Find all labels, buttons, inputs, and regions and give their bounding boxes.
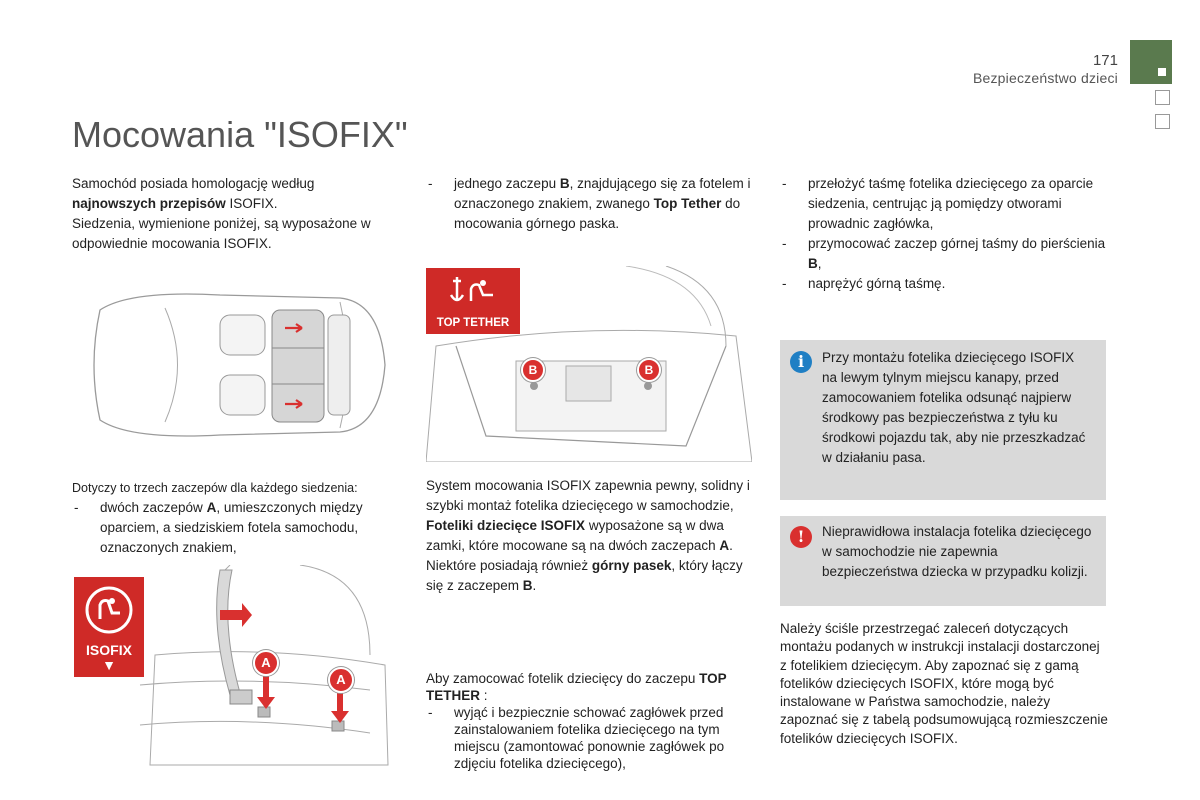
isofix-label: ISOFIX ▼	[74, 577, 144, 677]
child-seat-icon	[84, 585, 134, 635]
marker-a: A	[253, 650, 279, 676]
intro-text: Samochód posiada homologację według najnowszych przepisów ISOFIX. Siedzenia, wymienione poniżej, są wyposażone w odpowiednie mocowania ISOFIX.	[72, 176, 371, 251]
page-title: Mocowania "ISOFIX"	[72, 114, 408, 155]
top-tether-text: - jednego zaczepu B, znajdującego się za fotelem i oznaczonego znakiem, zwanego Top Tether do mocowania górnego paska.	[426, 174, 756, 234]
page-number: 171	[1092, 52, 1118, 69]
step-item: - przymocować zaczep górnej taśmy do pierścienia B,	[780, 234, 1110, 274]
anchors-text: Dotyczy to trzech zaczepów dla każdego siedzenia: - dwóch zaczepów A, umieszczonych między oparciem, a siedziskiem fotela samochodu, oznaczonych znakiem,	[72, 478, 412, 558]
marker-b: B	[637, 358, 661, 382]
chapter-marker-empty	[1155, 114, 1170, 129]
info-icon: i	[790, 351, 812, 373]
trunk-illustration	[426, 266, 752, 462]
top-tether-label: TOP TETHER	[426, 268, 520, 334]
step-item: - przełożyć taśmę fotelika dziecięcego za oparcie siedzenia, centrując ją pomiędzy otworami prowadnic zagłówka,	[780, 174, 1110, 234]
chapter-tab	[1130, 40, 1172, 84]
tether-steps-list	[780, 174, 1110, 294]
final-instructions-text: Należy ściśle przestrzegać zaleceń dotyczących montażu podanych w instrukcji instalacji dostarczonej z fotelikiem dziecięcym. Aby zapoznać się z gamą fotelików dziecięcych ISOFIX, które mogą być instalowane w Państwa samochodzie, należy zapoznać się z tabelą podsumowującą rozmieszczenie fotelików dziecięcych ISOFIX.	[780, 621, 1108, 746]
info-note-box	[780, 340, 1106, 500]
isofix-system-text: System mocowania ISOFIX zapewnia pewny, solidny i szybki montaż fotelika dziecięcego w samochodzie, Foteliki dziecięce ISOFIX wyposażone są w dwa zamki, które mocowane są na dwóch zaczepach A. Niektóre posiadają również górny pasek, który łączy się z zaczepem B.	[426, 478, 750, 593]
warning-note-box	[780, 516, 1106, 606]
car-top-view-illustration	[70, 270, 400, 460]
exclamation-icon: !	[790, 526, 812, 548]
anchor-icon	[443, 271, 503, 311]
isofix-anchor-illustration	[70, 565, 390, 767]
top-tether-instructions: Aby zamocować fotelik dziecięcy do zaczepu TOP TETHER : - wyjąć i bezpiecznie schować zagłówek przed zainstalowaniem fotelika dziecięcego na tym miejscu (zamontować ponownie zagłówek po zdjęciu fotelika dziecięcego),	[426, 670, 756, 772]
chapter-marker-empty	[1155, 90, 1170, 105]
info-note-text: Przy montażu fotelika dziecięcego ISOFIX na lewym tylnym miejscu kanapy, przed zamocowaniem fotelika odsunąć najpierw środkowy pas bezpieczeństwa z tyłu ku środkowi pojazdu tak, aby nie przeszkadzać w działaniu pasa.	[822, 350, 1086, 465]
marker-a: A	[328, 667, 354, 693]
step-item: - naprężyć górną taśmę.	[780, 274, 1110, 294]
warning-note-text: Nieprawidłowa instalacja fotelika dziecięcego w samochodzie nie zapewnia bezpieczeństwa dziecka w przypadku kolizji.	[822, 524, 1092, 579]
marker-b: B	[521, 358, 545, 382]
section-title: Bezpieczeństwo dzieci	[972, 70, 1118, 86]
